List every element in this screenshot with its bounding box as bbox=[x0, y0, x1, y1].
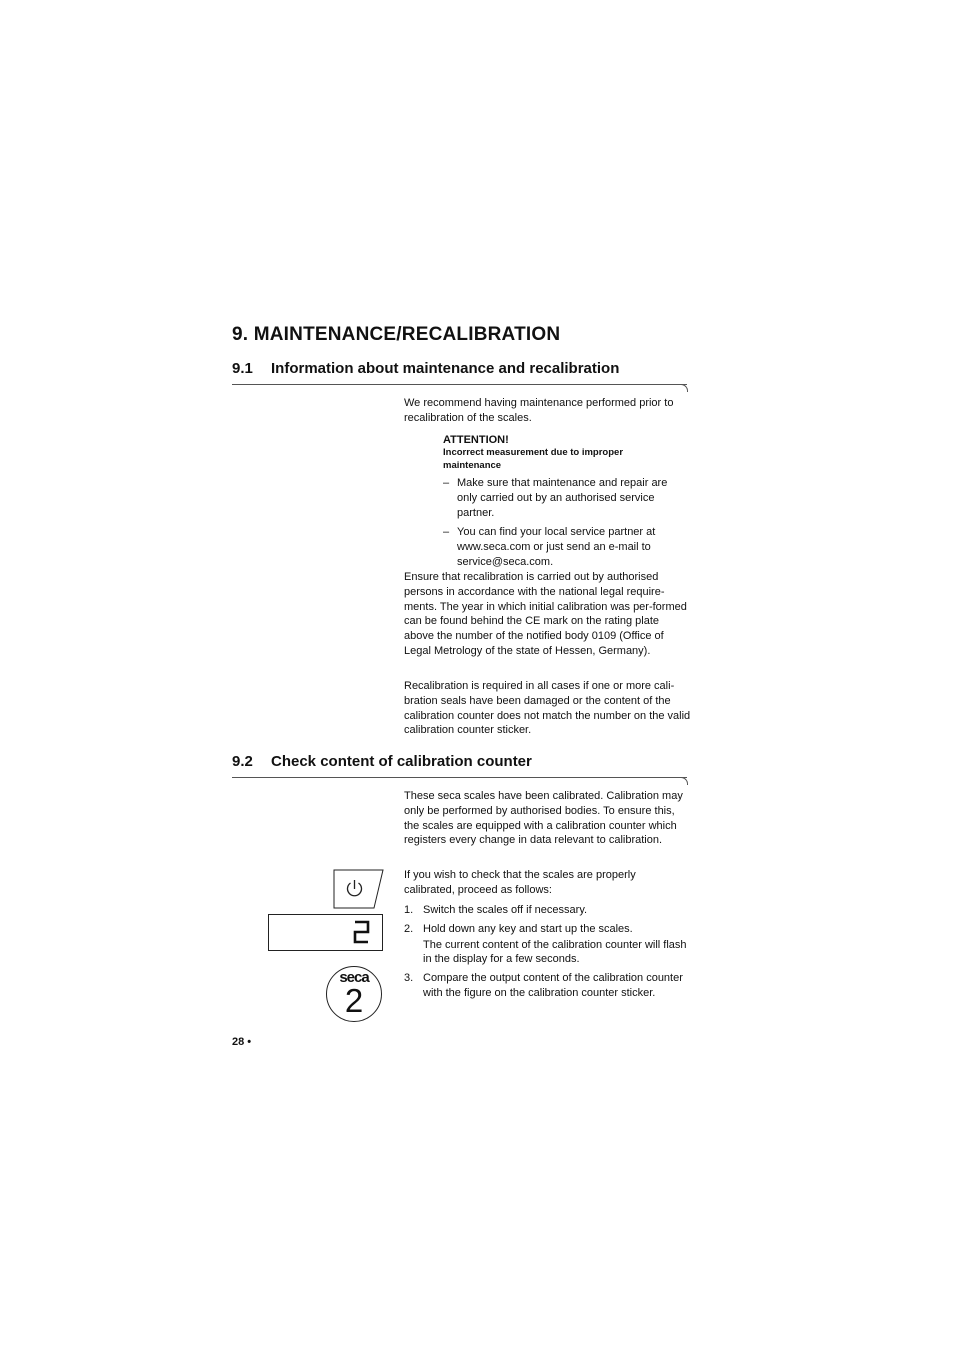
display-digit bbox=[353, 920, 371, 945]
attention-title: ATTENTION! bbox=[443, 434, 509, 446]
procedure-step bbox=[404, 971, 689, 1001]
procedure-step bbox=[404, 903, 689, 918]
step-number: 1. bbox=[404, 904, 414, 916]
section1-paragraph-2: Ensure that recalibration is carried out by authorised persons in accordance with the national legal require-ments. The year in which initial calibration was per-formed can be found behind the CE mark on the rating plate above the number of the notified body 0109 (Office of Legal Metrology of the state of Hessen, Germany). bbox=[404, 571, 687, 657]
calibration-sticker-illustration bbox=[326, 966, 382, 1022]
section-heading-9-2 bbox=[232, 753, 532, 770]
section1-intro: We recommend having maintenance performed prior to recalibration of the scales. bbox=[404, 397, 674, 424]
power-icon bbox=[348, 880, 362, 896]
section-title: Check content of calibration counter bbox=[271, 753, 532, 770]
page-number: 28 • bbox=[232, 1036, 252, 1048]
step-number: 3. bbox=[404, 972, 414, 985]
section-rule bbox=[232, 384, 687, 392]
section-number: 9.2 bbox=[232, 753, 253, 770]
section-rule bbox=[232, 777, 687, 785]
step-text: Compare the output content of the calibration counter with the figure on the calibration counter sticker. bbox=[423, 972, 683, 999]
section2-paragraph-2: If you wish to check that the scales are properly calibrated, proceed as follows: bbox=[404, 869, 636, 896]
section-number: 9.1 bbox=[232, 360, 253, 377]
attention-subtitle: Incorrect measurement due to improper maintenance bbox=[443, 447, 624, 471]
scale-display-illustration bbox=[268, 914, 383, 951]
section2-paragraph-1: These seca scales have been calibrated. Calibration may only be performed by authorised bodies. To ensure this, the scales are equipped with a calibration counter which registers every change in data relevant to calibration. bbox=[404, 790, 683, 847]
power-key-illustration bbox=[333, 869, 385, 909]
section-title: Information about maintenance and recalibration bbox=[271, 360, 620, 377]
step-text: Hold down any key and start up the scales. bbox=[423, 922, 633, 935]
section1-paragraph-3: Recalibration is required in all cases if one or more cali-bration seals have been damaged or the content of the calibration counter does not match the number on the valid calibration counter sticker. bbox=[404, 680, 691, 737]
step-extra: The current content of the calibration counter will flash in the display for a few seconds. bbox=[423, 938, 687, 966]
procedure-steps bbox=[404, 903, 689, 1001]
chapter-title: 9. MAINTENANCE/RECALIBRATION bbox=[232, 324, 561, 345]
procedure-step bbox=[404, 922, 689, 967]
section-heading-9-1 bbox=[232, 360, 619, 377]
attention-item: – Make sure that maintenance and repair are only carried out by an authorised service partner. bbox=[443, 476, 687, 520]
step-number: 2. bbox=[404, 922, 414, 935]
sticker-brand: seca bbox=[339, 969, 369, 986]
step-text: Switch the scales off if necessary. bbox=[423, 904, 588, 916]
sticker-number: 2 bbox=[344, 982, 364, 1019]
attention-item: – You can find your local service partner at www.seca.com or just send an e-mail to service@seca.com. bbox=[443, 525, 687, 569]
attention-box bbox=[443, 434, 693, 570]
